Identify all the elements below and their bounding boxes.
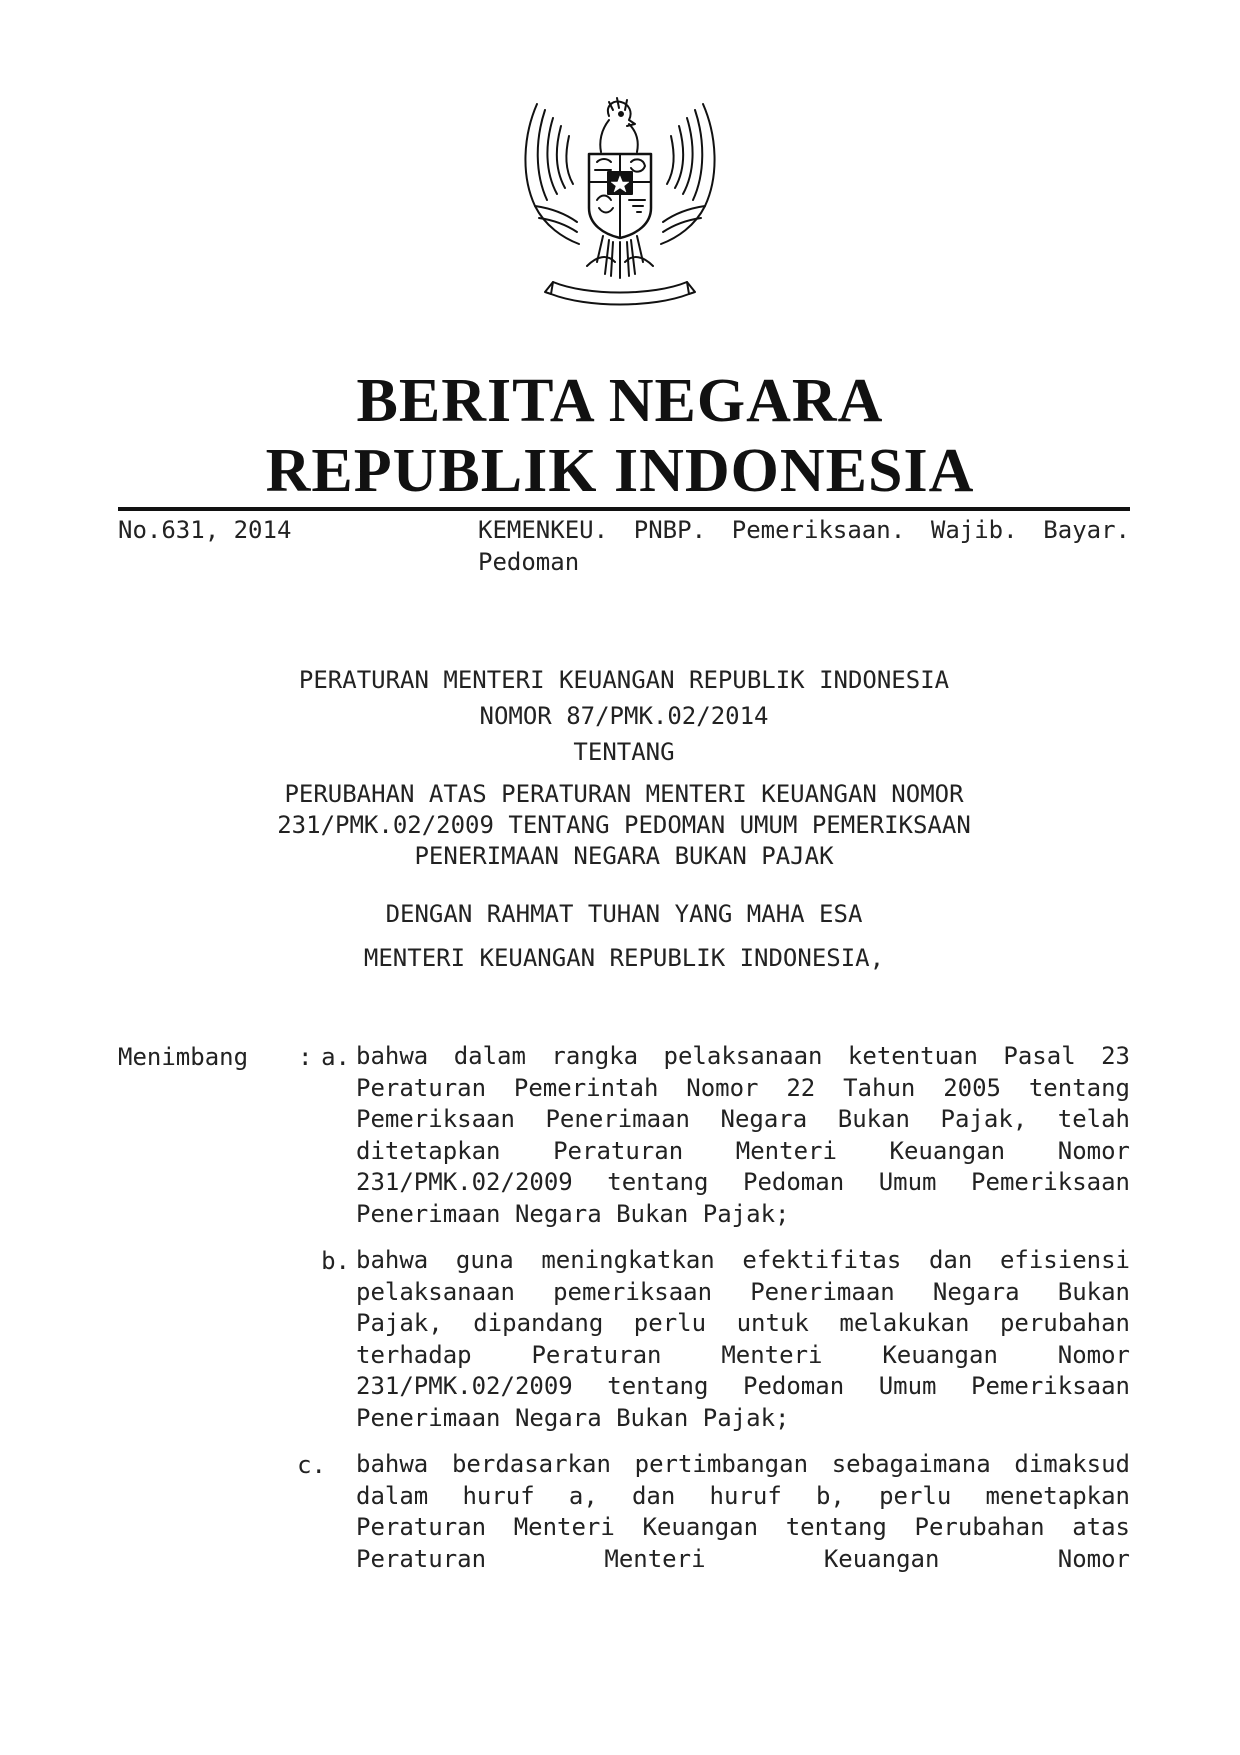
considering-label: Menimbang bbox=[118, 1043, 249, 1071]
issue-topic: KEMENKEU. PNBP. Pemeriksaan. Wajib. Bayar. Pedoman bbox=[478, 516, 1130, 576]
considering-item-a-text: bahwa dalam rangka pelaksanaan ketentuan Pasal 23 Peraturan Pemerintah Nomor 22 Tahun 2005 tentang Pemeriksaan Penerimaan Negara Bukan Pajak, telah ditetapkan Peraturan Menteri Keuangan Nomor 231/PMK.02/2009 tentang Pedoman Umum Pemeriksaan Penerimaan Negara Bukan Pajak; bbox=[356, 1042, 1130, 1228]
regulation-subject-line-3: PENERIMAAN NEGARA BUKAN PAJAK bbox=[414, 842, 834, 870]
regulation-subject-line-1: PERUBAHAN ATAS PERATURAN MENTERI KEUANGAN NOMOR bbox=[284, 780, 964, 808]
considering-item-c-marker: c. bbox=[297, 1451, 326, 1479]
gazette-title-line-1: BERITA NEGARA bbox=[356, 367, 884, 435]
regulation-issuer: MENTERI KEUANGAN REPUBLIK INDONESIA, bbox=[363, 944, 885, 972]
regulation-invocation: DENGAN RAHMAT TUHAN YANG MAHA ESA bbox=[385, 900, 863, 928]
considering-item-b-text: bahwa guna meningkatkan efektifitas dan efisiensi pelaksanaan pemeriksaan Penerimaan Negara Bukan Pajak, dipandang perlu untuk melakukan perubahan terhadap Peraturan Menteri Keuangan Nomor 231/PMK.02/2009 tentang Pedoman Umum Pemeriksaan Penerimaan Negara Bukan Pajak; bbox=[356, 1246, 1130, 1432]
regulation-heading: PERATURAN MENTERI KEUANGAN REPUBLIK INDONESIA bbox=[298, 666, 950, 694]
regulation-about: TENTANG bbox=[573, 738, 675, 766]
regulation-number: NOMOR 87/PMK.02/2014 bbox=[479, 702, 769, 730]
issue-number: No.631, 2014 bbox=[118, 516, 292, 544]
considering-item-b-marker: b. bbox=[321, 1247, 350, 1275]
regulation-subject-line-2: 231/PMK.02/2009 TENTANG PEDOMAN UMUM PEMERIKSAAN bbox=[277, 811, 971, 839]
considering-item-a-marker: a. bbox=[321, 1043, 350, 1071]
header-divider bbox=[118, 507, 1130, 511]
considering-item-c-text: bahwa berdasarkan pertimbangan sebagaimana dimaksud dalam huruf a, dan huruf b, perlu menetapkan Peraturan Menteri Keuangan tentang Perubahan atas Peraturan Menteri Keuangan Nomor bbox=[356, 1450, 1130, 1573]
considering-separator: : bbox=[298, 1043, 313, 1071]
gazette-title-line-2: REPUBLIK INDONESIA bbox=[265, 437, 975, 505]
garuda-pancasila-emblem-icon bbox=[517, 96, 723, 312]
